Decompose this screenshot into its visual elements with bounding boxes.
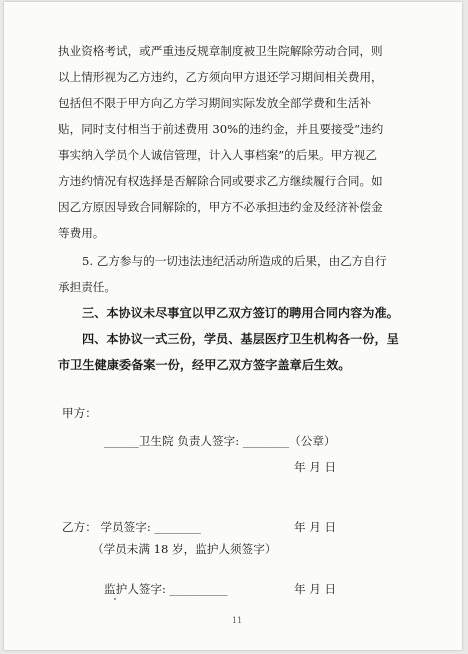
paragraph-4-line-4: 贴，同时支付相当于前述费用 30%的违约金，并且要接受“违约 bbox=[58, 122, 384, 136]
paragraph-4-line-8: 等费用。 bbox=[58, 226, 105, 240]
paragraph-4-line-1: 执业资格考试，或严重违反规章制度被卫生院解除劳动合同，则 bbox=[58, 44, 383, 58]
document-page bbox=[4, 2, 462, 650]
guardian-date: 年 月 日 bbox=[294, 582, 337, 596]
paragraph-4-line-7: 因乙方原因导致合同解除的，甲方不必承担违约金及经济补偿金 bbox=[58, 200, 383, 214]
party-b-guardian-note: （学员未满 18 岁，监护人须签字） bbox=[92, 542, 277, 556]
paragraph-4-line-2: 以上情形视为乙方违约，乙方须向甲方退还学习期间相关费用， bbox=[58, 70, 383, 84]
paragraph-5-line-1: 5. 乙方参与的一切违法违纪活动所造成的后果，由乙方自行 bbox=[82, 254, 387, 268]
party-a-label: 甲方： bbox=[62, 406, 97, 420]
party-b-label-line: 乙方： 学员签字: ________ bbox=[62, 520, 201, 534]
clause-4-line-1: 四、本协议一式三份，学员、基层医疗卫生机构各一份，呈 bbox=[82, 332, 399, 346]
paragraph-5-line-2: 承担责任。 bbox=[58, 280, 116, 294]
clause-3: 三、本协议未尽事宜以甲乙双方签订的聘用合同内容为准。 bbox=[82, 306, 399, 320]
party-a-signature-line: ______卫生院 负责人签字: ________（公章） bbox=[104, 434, 336, 448]
party-b-date: 年 月 日 bbox=[294, 520, 337, 534]
clause-4-line-2: 市卫生健康委备案一份，经甲乙双方签字盖章后生效。 bbox=[58, 358, 351, 372]
scan-speck bbox=[114, 598, 116, 600]
party-a-date: 年 月 日 bbox=[294, 460, 337, 474]
paragraph-4-line-5: 事实纳入学员个人诚信管理，计入人事档案”的后果。甲方视乙 bbox=[58, 148, 377, 162]
guardian-signature-line: 监护人签字: __________ bbox=[104, 582, 228, 596]
paragraph-4-line-3: 包括但不限于甲方向乙方学习期间实际发放全部学费和生活补 bbox=[58, 96, 372, 110]
paragraph-4-line-6: 方违约情况有权选择是否解除合同或要求乙方继续履行合同。如 bbox=[58, 174, 383, 188]
page-number: 11 bbox=[232, 616, 243, 625]
